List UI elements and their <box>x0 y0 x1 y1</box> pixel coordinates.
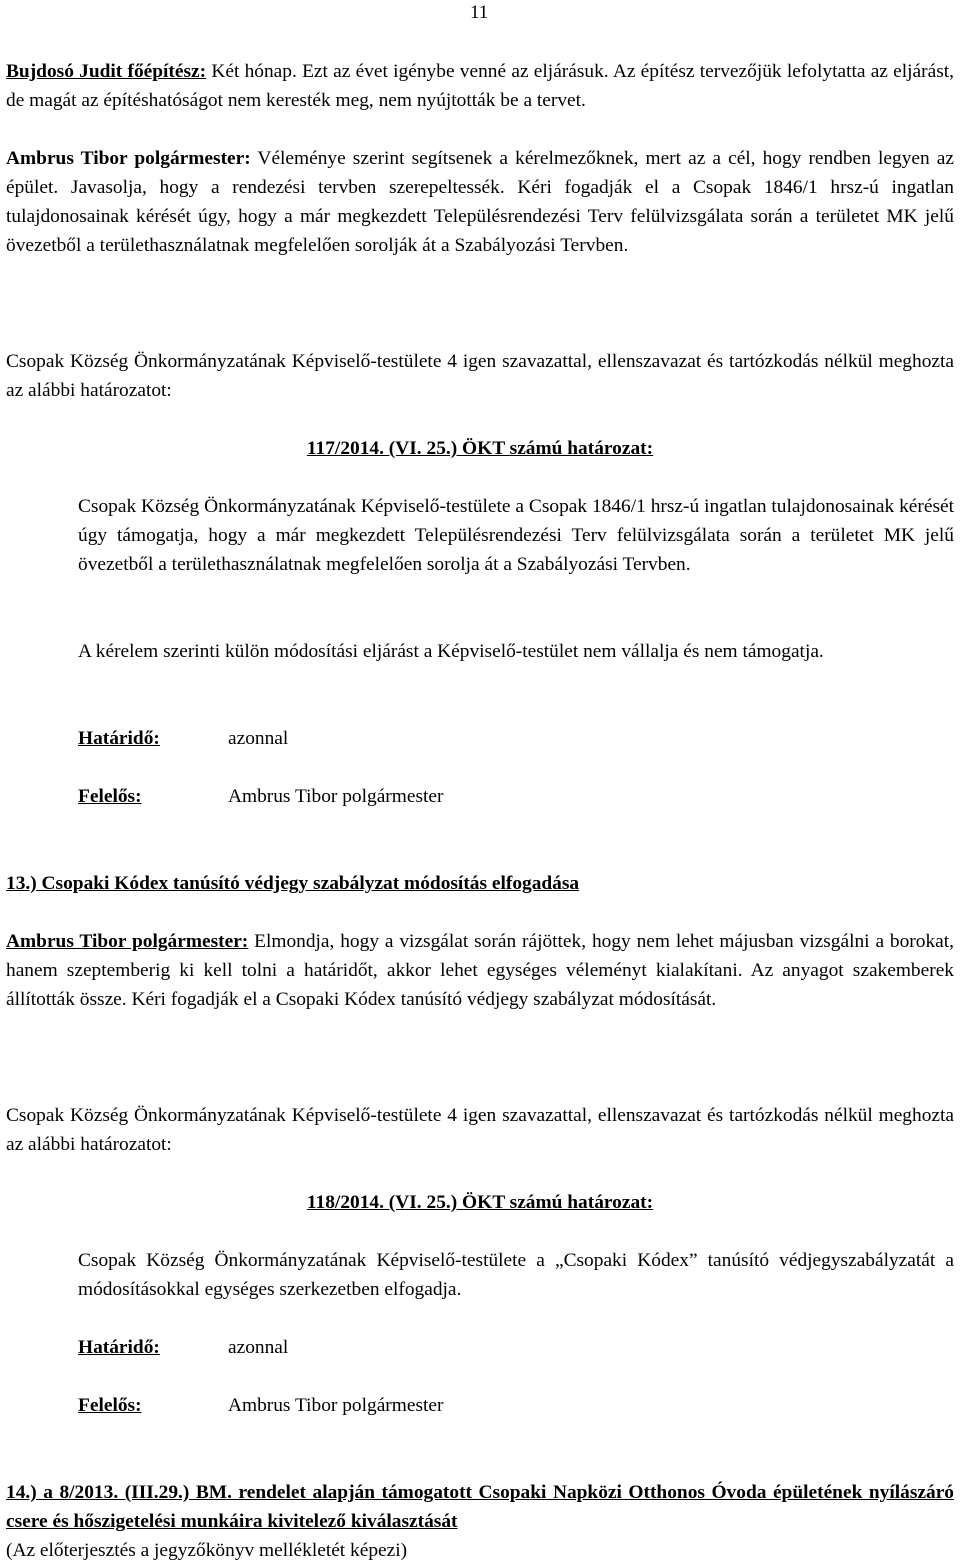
vote-statement-2: Csopak Község Önkormányzatának Képviselő-testülete 4 igen szavazattal, ellenszavazat és tartózkodás nélkül meghozta az alábbi határozatot: <box>6 1105 954 1155</box>
responsible-label: Felelős: <box>78 786 142 807</box>
responsible-label: Felelős: <box>78 1395 142 1416</box>
responsible-row <box>78 1391 444 1420</box>
responsible-value: Ambrus Tibor polgármester <box>228 1395 444 1416</box>
speaker-name: Ambrus Tibor polgármester: <box>6 148 251 169</box>
responsible-row <box>78 782 444 811</box>
resolution-117-title: 117/2014. (VI. 25.) ÖKT számú határozat: <box>306 438 654 459</box>
resolution-117-note: A kérelem szerinti külön módosítási eljárást a Képviselő-testület nem vállalja és nem támogatja. <box>78 641 824 662</box>
deadline-value: azonnal <box>228 1337 289 1358</box>
speech-text: Két hónap. Ezt az évet igénybe venné az eljárásuk. Az építész tervezőjük lefolytatta az eljárást, de magát az építéshatóságot nem keresték meg, nem nyújtották be a tervet. <box>6 61 954 111</box>
responsible-value: Ambrus Tibor polgármester <box>228 786 444 807</box>
speech-bujdoso <box>6 57 954 115</box>
deadline-label: Határidő: <box>78 1337 160 1358</box>
section-13-heading: 13.) Csopaki Kódex tanúsító védjegy szabályzat módosítás elfogadása <box>6 873 580 894</box>
section-14-note: (Az előterjesztés a jegyzőkönyv mellékletét képezi) <box>6 1540 408 1561</box>
resolution-118-title: 118/2014. (VI. 25.) ÖKT számú határozat: <box>306 1192 654 1213</box>
resolution-118-text: Csopak Község Önkormányzatának Képviselő-testülete a „Csopaki Kódex” tanúsító védjegyszabályzatát a módosításokkal egységes szerkezetben elfogadja. <box>78 1250 954 1300</box>
section-14-heading: 14.) a 8/2013. (III.29.) BM. rendelet alapján támogatott Csopaki Napközi Otthonos Óvoda épületének nyílászáró csere és hőszigetelési munkáira kivitelező kiválasztását <box>6 1482 954 1532</box>
speech-text: Elmondja, hogy a vizsgálat során rájöttek, hogy nem lehet májusban vizsgálni a borokat, hanem szeptemberig ki kell tolni a határidőt, akkor lehet egységes véleményt kialakítani. Az anyagot szakemberek állították össze. Kéri fogadják el a Csopaki Kódex tanúsító védjegy szabályzat módosítását. <box>6 931 954 1010</box>
vote-statement-1: Csopak Község Önkormányzatának Képviselő-testülete 4 igen szavazattal, ellenszavazat és tartózkodás nélkül meghozta az alábbi határozatot: <box>6 351 954 401</box>
deadline-row <box>78 724 289 753</box>
speech-ambrus-1 <box>6 144 954 260</box>
deadline-label: Határidő: <box>78 728 160 749</box>
speaker-name: Bujdosó Judit főépítész: <box>6 61 207 82</box>
speaker-name: Ambrus Tibor polgármester: <box>6 931 249 952</box>
speech-ambrus-2 <box>6 927 954 1014</box>
deadline-value: azonnal <box>228 728 289 749</box>
page-number: 11 <box>470 2 489 23</box>
speech-text: Véleménye szerint segítsenek a kérelmezőknek, mert az a cél, hogy rendben legyen az épület. Javasolja, hogy a rendezési tervben szerepeltessék. Kéri fogadják el a Csopak 1846/1 hrsz-ú ingatlan tulajdonosainak kérését úgy, hogy a már megkezdett Településrendezési Terv felülvizsgálata során a területet MK jelű övezetből a területhasználatnak megfelelően sorolják át a Szabályozási Tervben. <box>6 148 954 256</box>
deadline-row <box>78 1333 289 1362</box>
resolution-117-text: Csopak Község Önkormányzatának Képviselő-testülete a Csopak 1846/1 hrsz-ú ingatlan tulajdonosainak kérését úgy támogatja, hogy a már megkezdett Településrendezési Terv felülvizsgálata során a területet MK jelű övezetből a területhasználatnak megfelelően sorolja át a Szabályozási Tervben. <box>78 496 954 575</box>
